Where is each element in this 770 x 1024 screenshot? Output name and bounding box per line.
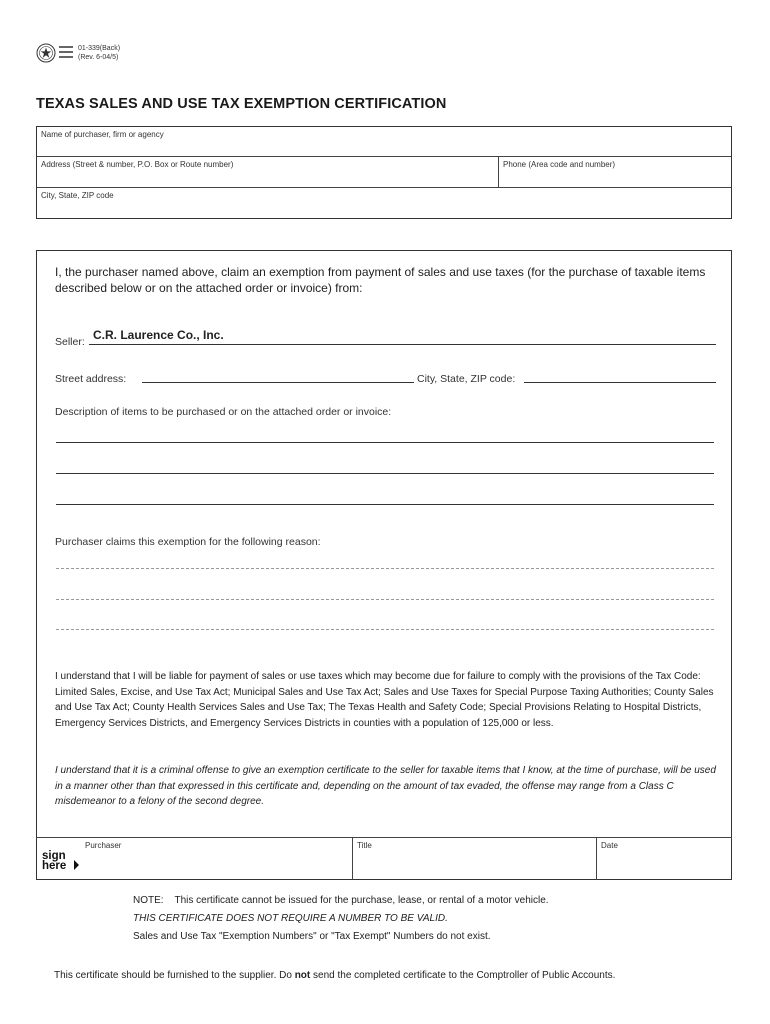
liability-paragraph: I understand that I will be liable for payment of sales or use taxes which may become due for failure to comply with the provisions of the Tax Code: Limited Sales, Excise, and Use Tax Act; Municipal Sales and Use Tax Act; Sales and Use Taxes for Special Purpose Taxing Authorities; County Sales and Use Tax Act; County Health Services Sales and Use Tax; The Texas Health and Safety Code; Special Provisions Relating to Hospital Districts, Emergency Services Districts, and Emergency Services Districts in counties with a population of 125,000 or less. <box>55 671 714 729</box>
purchaser-name-label: Name of purchaser, firm or agency <box>41 130 164 139</box>
agency-logo-lines <box>59 46 73 61</box>
street-address-line[interactable] <box>142 382 414 383</box>
note-motor-vehicle: NOTE: This certificate cannot be issued for the purchase, lease, or rental of a motor vehicle. <box>133 895 549 906</box>
reason-line-3[interactable] <box>56 629 714 630</box>
seller-line <box>89 344 716 345</box>
date-field[interactable] <box>601 847 726 877</box>
seller-city-label: City, State, ZIP code: <box>417 373 516 385</box>
footer-instruction <box>54 970 615 981</box>
here-text: here <box>42 860 67 872</box>
arrow-right-icon <box>74 860 79 870</box>
description-line-2[interactable] <box>56 473 714 474</box>
reason-line-2[interactable] <box>56 599 714 600</box>
description-line-1[interactable] <box>56 442 714 443</box>
note-exemption-numbers: Sales and Use Tax "Exemption Numbers" or "Tax Exempt" Numbers do not exist. <box>133 931 491 942</box>
sign-text: sign <box>42 850 66 862</box>
divider <box>498 156 499 187</box>
description-label: Description of items to be purchased or on the attached order or invoice: <box>55 406 392 418</box>
texas-seal-icon <box>36 43 56 63</box>
divider <box>352 837 353 880</box>
footer-text-after: send the completed certificate to the Comptroller of Public Accounts. <box>310 970 616 981</box>
note-no-number-required: THIS CERTIFICATE DOES NOT REQUIRE A NUMBER TO BE VALID. <box>133 913 448 924</box>
purchaser-signature-field[interactable] <box>85 847 350 877</box>
phone-label: Phone (Area code and number) <box>503 160 616 169</box>
form-revision: (Rev. 6-04/5) <box>78 54 119 61</box>
reason-label: Purchaser claims this exemption for the following reason: <box>55 536 321 548</box>
purchaser-signature-label: Purchaser <box>85 841 122 850</box>
title-label: Title <box>357 841 372 850</box>
reason-line-1[interactable] <box>56 568 714 569</box>
criminal-offense-paragraph: I understand that it is a criminal offense to give an exemption certificate to the seller for taxable items that I know, at the time of purchase, will be used in a manner other than that expressed in this certificate and, depending on the amount of tax evaded, the offense may range from a Class C misdemeanor to a felony of the second degree. <box>55 765 716 807</box>
footer-text-before: This certificate should be furnished to the supplier. Do <box>54 970 295 981</box>
city-state-zip-label: City, State, ZIP code <box>41 191 114 200</box>
divider <box>37 156 731 157</box>
form-number: 01-339(Back) <box>78 45 121 52</box>
intro-statement: I, the purchaser named above, claim an exemption from payment of sales and use taxes (for the purchase of taxable items described below or on the attached order or invoice) from: <box>55 265 706 295</box>
date-label: Date <box>601 841 618 850</box>
title-field[interactable] <box>357 847 592 877</box>
divider <box>596 837 597 880</box>
purchaser-info-box <box>36 126 732 219</box>
seller-value[interactable]: C.R. Laurence Co., Inc. <box>93 328 224 342</box>
form-number-block <box>78 44 120 62</box>
seller-label: Seller: <box>55 336 85 348</box>
street-address-label: Street address: <box>55 373 127 385</box>
address-label: Address (Street & number, P.O. Box or Route number) <box>41 160 234 169</box>
seller-city-line[interactable] <box>524 382 716 383</box>
description-line-3[interactable] <box>56 504 714 505</box>
divider <box>36 837 732 838</box>
divider <box>37 187 731 188</box>
footer-text-bold: not <box>294 970 311 981</box>
form-title: TEXAS SALES AND USE TAX EXEMPTION CERTIFICATION <box>36 96 447 112</box>
sign-here-marker <box>42 851 66 871</box>
